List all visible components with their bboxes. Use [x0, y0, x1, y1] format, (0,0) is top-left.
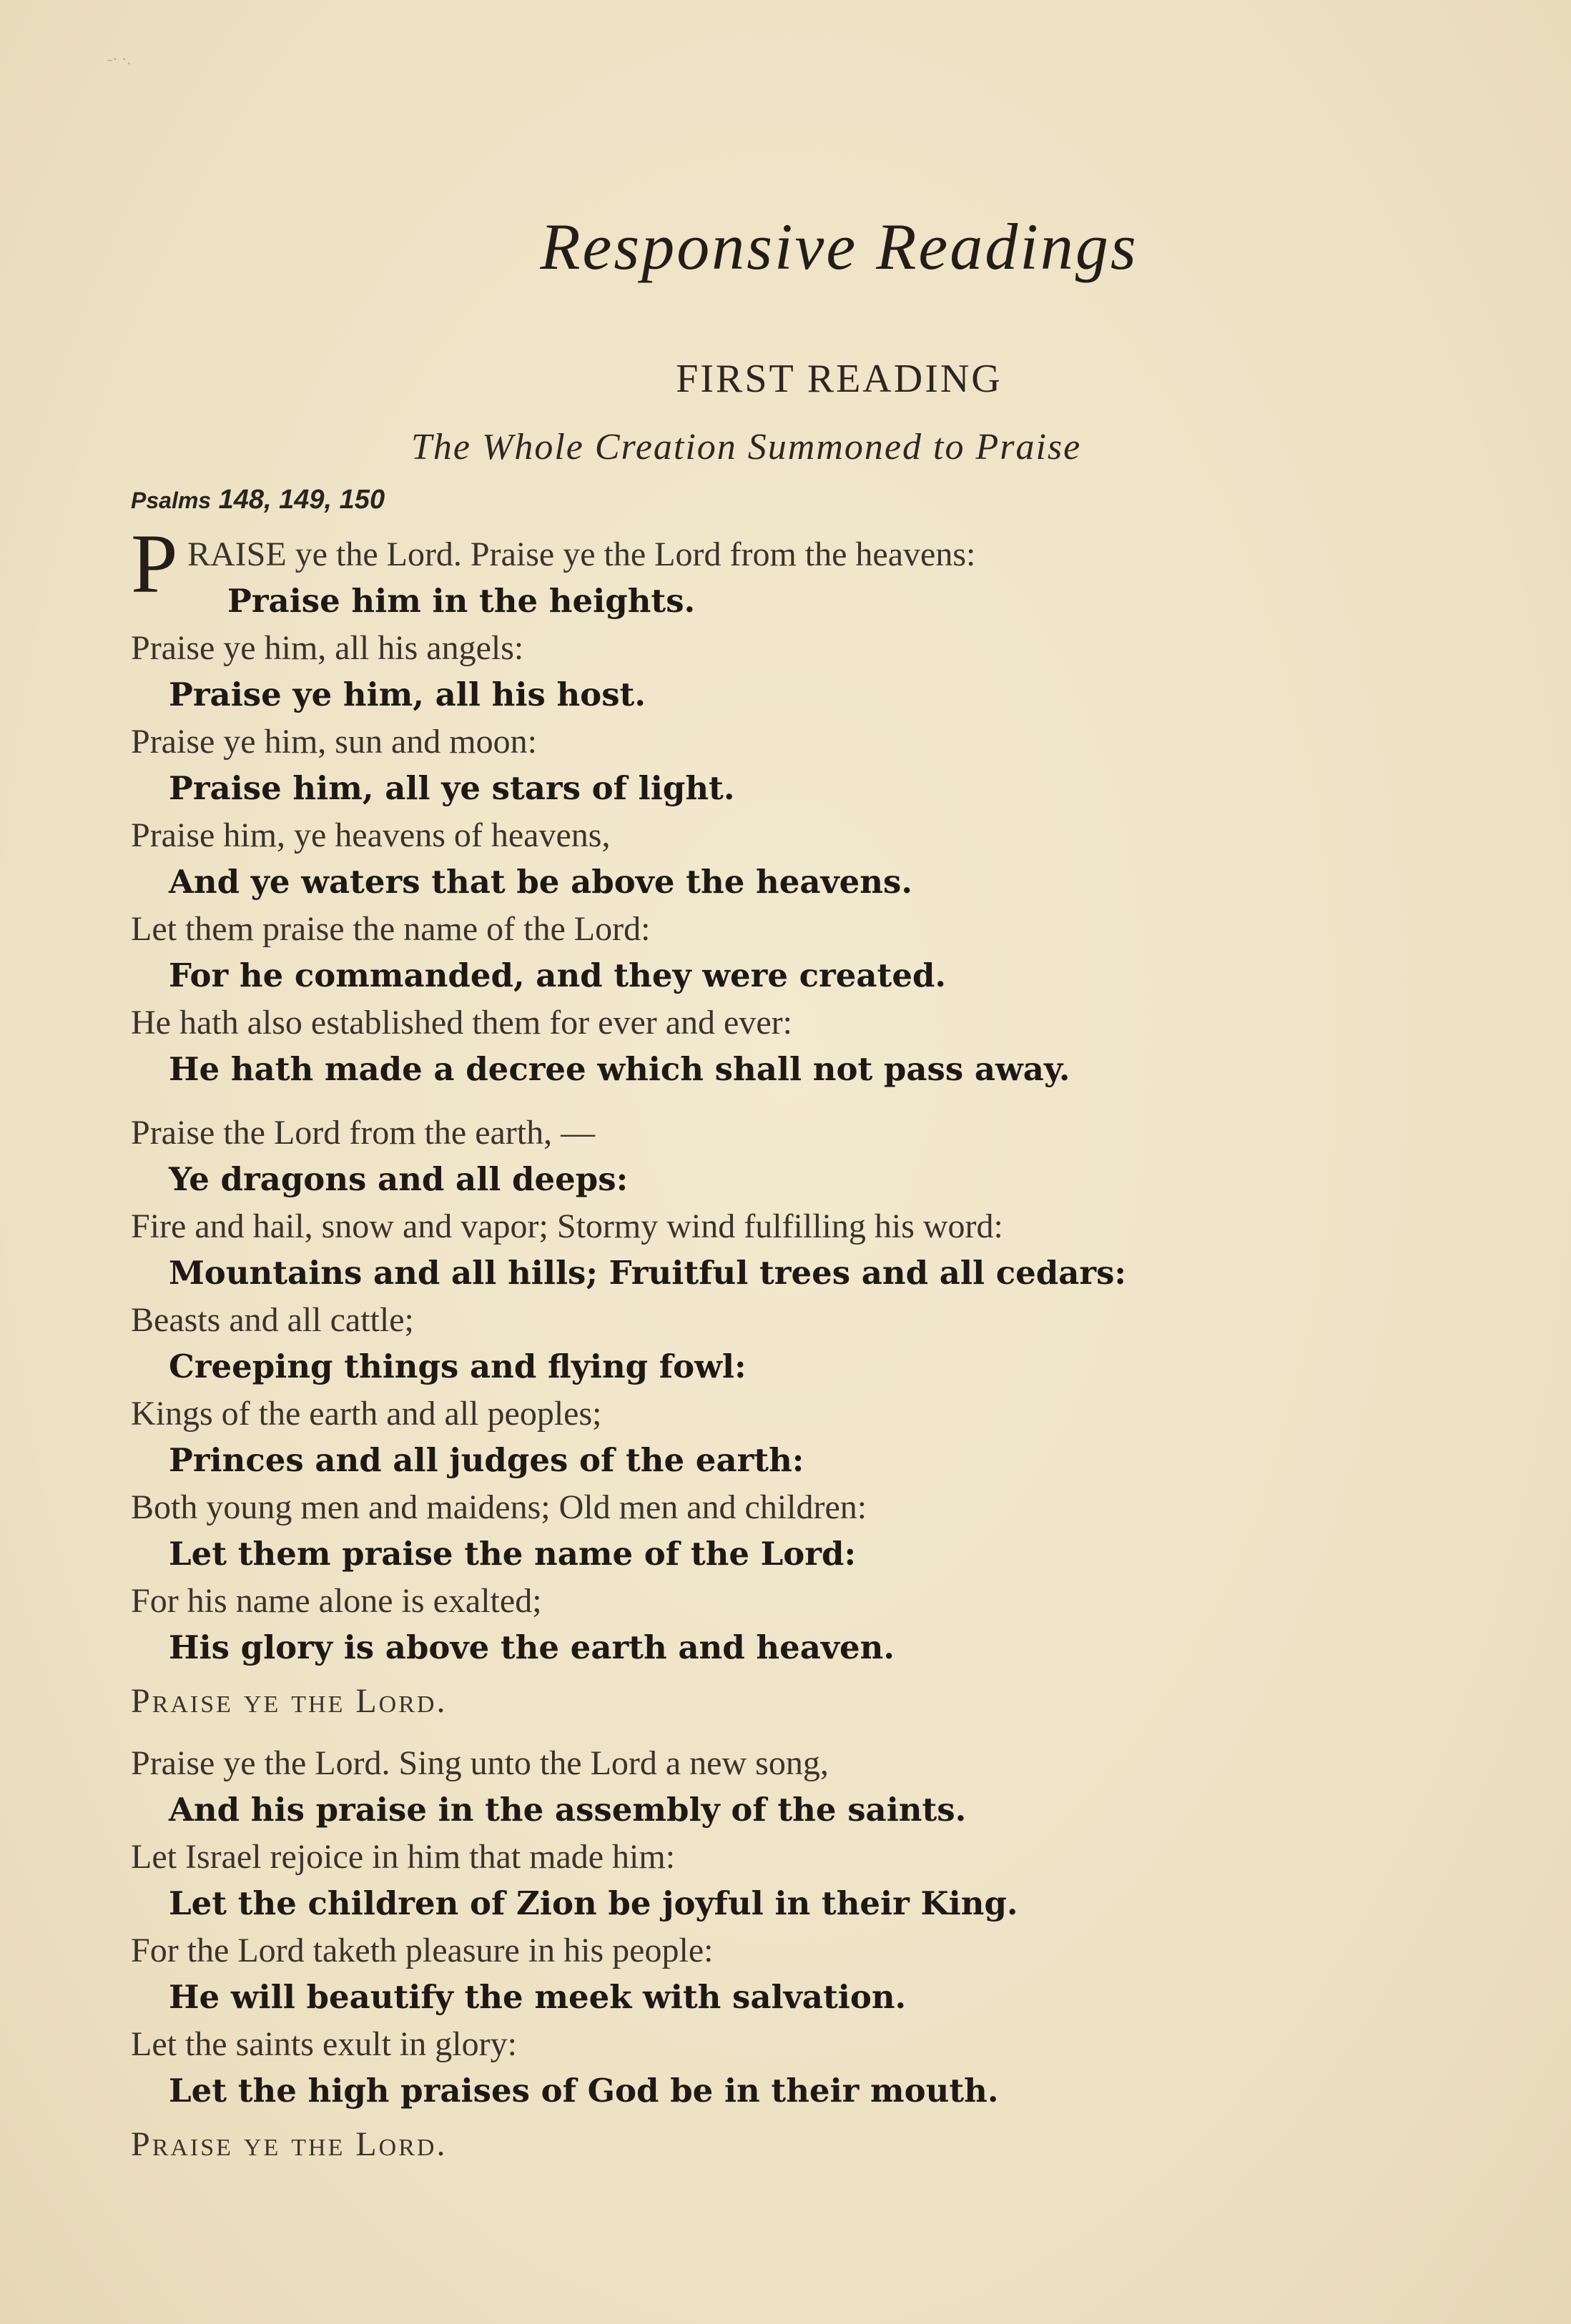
response-line: Praise ye him, all his host. [169, 676, 646, 713]
reading-heading: FIRST READING [676, 357, 1003, 401]
reference-label: Psalms [131, 488, 212, 513]
leader-line: Let the saints exult in glory: [131, 2025, 517, 2063]
reading-subtitle: The Whole Creation Summoned to Praise [411, 427, 1082, 468]
leader-line: Let Israel rejoice in him that made him: [131, 1838, 676, 1876]
response-line: And ye waters that be above the heavens. [169, 863, 912, 901]
leader-line: Praise ye him, all his angels: [131, 629, 524, 667]
leader-line: Let them praise the name of the Lord: [131, 910, 651, 948]
response-line: He hath made a decree which shall not pass away. [169, 1050, 1070, 1088]
leader-line: Praise him, ye heavens of heavens, [131, 816, 611, 854]
response-line: His glory is above the earth and heaven. [169, 1628, 895, 1666]
drop-cap: P [131, 517, 178, 610]
leader-line: Praise the Lord from the earth, — [131, 1114, 596, 1152]
reference-numbers: 148, 149, 150 [218, 485, 385, 515]
response-line: Let them praise the name of the Lord: [169, 1535, 857, 1573]
leader-line: Praise ye the Lord. Sing unto the Lord a new song, [131, 1744, 829, 1782]
leader-line: RAISE ye the Lord. Praise ye the Lord from the heavens: [187, 535, 976, 573]
response-line: Praise him in the heights. [227, 582, 696, 620]
response-line: Mountains and all hills; Fruitful trees and all cedars: [169, 1254, 1127, 1292]
leader-line: Praise ye him, sun and moon: [131, 723, 537, 761]
scripture-reference [131, 485, 385, 515]
page-specks: -· ·. [107, 50, 131, 68]
leader-line: He hath also established them for ever and ever: [131, 1004, 792, 1042]
response-line: Let the high praises of God be in their mouth. [169, 2072, 999, 2110]
leader-line: For his name alone is exalted; [131, 1582, 542, 1620]
praise-refrain-line: Praise ye the Lord. [131, 2125, 448, 2163]
response-line: Princes and all judges of the earth: [169, 1441, 804, 1479]
response-line: Praise him, all ye stars of light. [169, 769, 735, 807]
response-line: Ye dragons and all deeps: [169, 1160, 629, 1198]
response-line: He will beautify the meek with salvation. [169, 1978, 907, 2016]
leader-line: Beasts and all cattle; [131, 1301, 414, 1339]
leader-line: Kings of the earth and all peoples; [131, 1395, 602, 1433]
response-line: And his praise in the assembly of the saints. [169, 1791, 967, 1829]
response-line: Let the children of Zion be joyful in their King. [169, 1884, 1018, 1922]
page-title: Responsive Readings [540, 210, 1138, 283]
response-line: For he commanded, and they were created. [169, 956, 947, 994]
response-line: Creeping things and flying fowl: [169, 1348, 747, 1385]
leader-line: For the Lord taketh pleasure in his people: [131, 1932, 714, 1969]
leader-line: Both young men and maidens; Old men and children: [131, 1488, 867, 1526]
leader-line: Fire and hail, snow and vapor; Stormy wind fulfilling his word: [131, 1207, 1003, 1245]
praise-refrain-line: Praise ye the Lord. [131, 1682, 448, 1720]
